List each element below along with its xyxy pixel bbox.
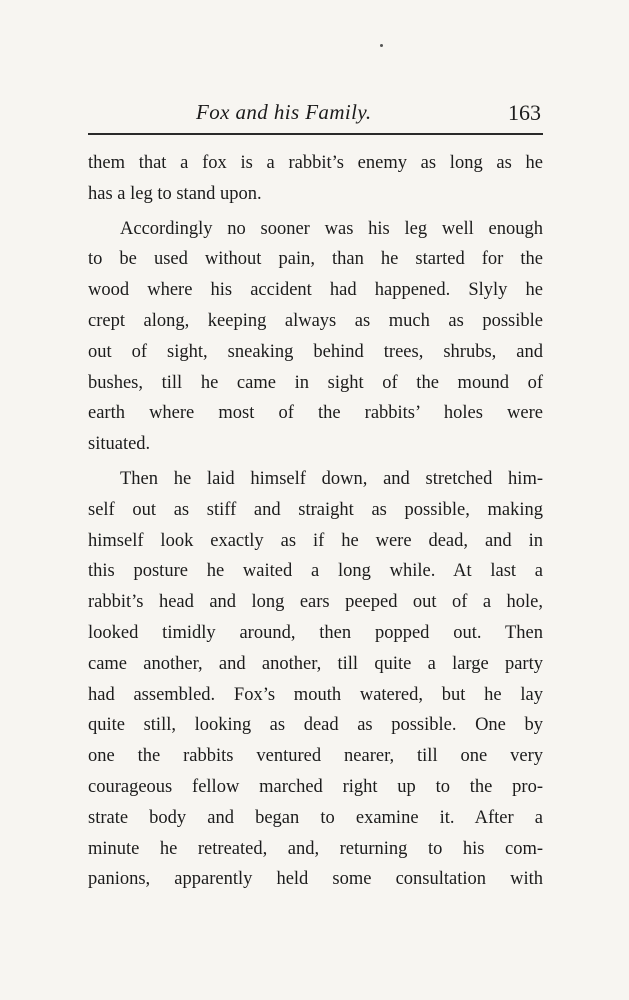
text-line: looked timidly around, then popped out. Then xyxy=(88,622,543,643)
text-line: Accordingly no sooner was his leg well enough xyxy=(120,218,543,239)
text-line: wood where his accident had happened. Slyly he xyxy=(88,280,543,301)
text-line: one the rabbits ventured nearer, till one very xyxy=(88,746,543,767)
text-line: came another, and another, till quite a large party xyxy=(88,653,543,674)
text-line: courageous fellow marched right up to the pro- xyxy=(88,776,543,797)
body-text xyxy=(88,148,543,895)
text-line: this posture he waited a long while. At last a xyxy=(88,561,543,582)
page-number: 163 xyxy=(508,100,541,125)
running-title: Fox and his Family. xyxy=(196,100,372,124)
text-line: had assembled. Fox’s mouth watered, but he lay xyxy=(88,684,543,705)
text-line: earth where most of the rabbits’ holes were xyxy=(88,403,543,424)
text-line: situated. xyxy=(88,434,151,455)
text-line: self out as stiff and straight as possible, making xyxy=(88,499,543,520)
header-rule xyxy=(88,133,543,135)
text-line: bushes, till he came in sight of the mound of xyxy=(88,372,543,393)
text-line: out of sight, sneaking behind trees, shrubs, and xyxy=(88,341,543,362)
ink-speck xyxy=(380,44,383,47)
text-line: Then he laid himself down, and stretched him- xyxy=(120,468,543,489)
text-line: to be used without pain, than he started for the xyxy=(88,249,543,270)
text-line: quite still, looking as dead as possible. One by xyxy=(88,715,543,736)
text-line: minute he retreated, and, returning to his com- xyxy=(88,838,543,859)
text-line: has a leg to stand upon. xyxy=(88,183,262,204)
text-line: panions, apparently held some consultation with xyxy=(88,869,543,890)
text-line: rabbit’s head and long ears peeped out of a hole, xyxy=(88,592,543,613)
page-header xyxy=(88,96,543,130)
text-line: himself look exactly as if he were dead, and in xyxy=(88,530,543,551)
text-line: them that a fox is a rabbit’s enemy as long as he xyxy=(88,153,543,173)
text-line: strate body and began to examine it. After a xyxy=(88,807,543,828)
text-line: crept along, keeping always as much as possible xyxy=(88,310,543,331)
